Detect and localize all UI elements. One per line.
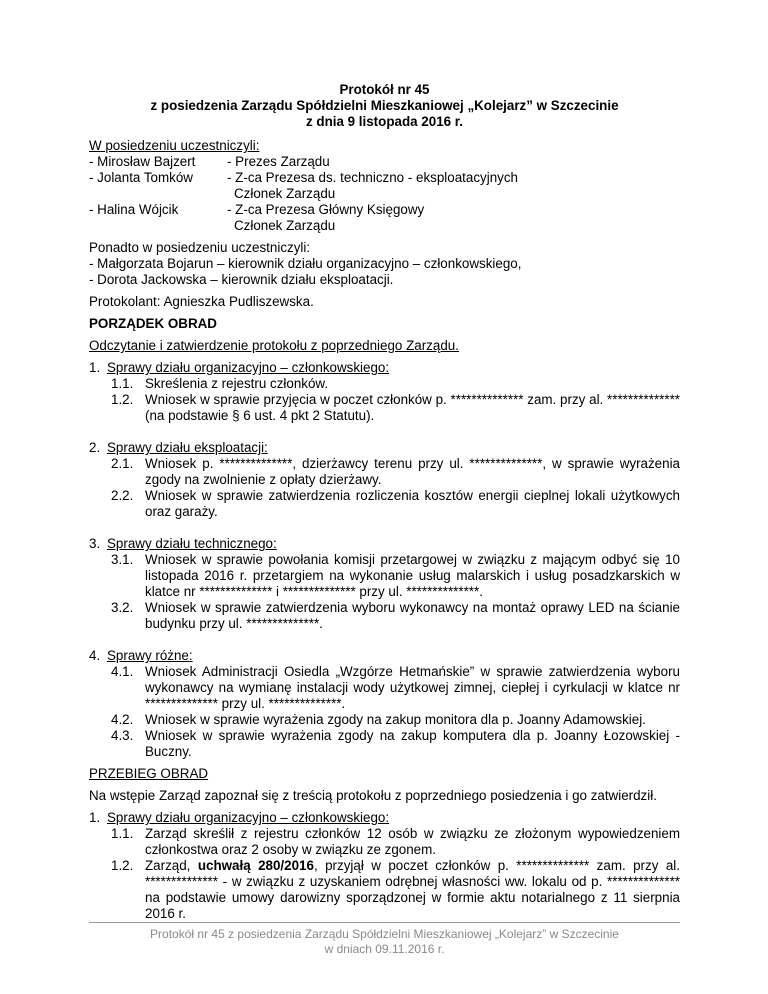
item-text: Wniosek p. **************, dzierżawcy terenu przy ul. **************, w sprawie wyrażenia zgody na zwolnienie z opłaty dzierżawy. (145, 456, 680, 487)
item-text: Wniosek w sprawie zatwierdzenia wyboru wykonawcy na montaż oprawy LED na ścianie budynku przy ul. **************. (145, 600, 680, 631)
item-number: 3.2. (111, 600, 134, 615)
agenda-item (89, 728, 680, 760)
item-number: 2.2. (111, 488, 134, 503)
attendee-name: - Mirosław Bajzert (89, 154, 196, 169)
agenda-item (89, 552, 680, 600)
item-text: Wniosek w sprawie wyrażenia zgody na zakup monitora dla p. Joanny Adamowskiej. (145, 712, 646, 727)
protocol-date: z dnia 9 listopada 2016 r. (305, 114, 464, 129)
section-title: Sprawy działu eksploatacji: (107, 440, 268, 455)
item-text: Wniosek w sprawie przyjęcia w poczet członków p. ************** zam. przy al. ************** (na podstawie § 6 ust. 4 pkt 2 Statutu). (145, 392, 680, 423)
agenda-item (89, 488, 680, 520)
page-footer (89, 922, 680, 957)
attendee-name: - Jolanta Tomków (89, 170, 193, 185)
document-page (89, 82, 680, 922)
section-number: 2. (89, 440, 101, 455)
other-attendees-heading: Ponadto w posiedzeniu uczestniczyli: (89, 240, 311, 255)
attendee-row (89, 170, 680, 202)
agenda-section (89, 360, 680, 424)
attendees-block (89, 138, 680, 234)
item-text-post: , przyjął w poczet członków p. ************** zam. przy al. ************** - w związku z uzyskaniem odrębnej własności ww. lokalu od p. ************** na podstawie umowy darowizny sporządzonej w formie aktu notarialnego z 11 sierpnia 2016 r. (145, 858, 680, 921)
item-number: 4.2. (111, 712, 134, 727)
protocol-title: Protokół nr 45 (339, 82, 430, 97)
section-number: 4. (89, 648, 101, 663)
agenda-section (89, 648, 680, 760)
protocol-subtitle: z posiedzenia Zarządu Spółdzielni Mieszkaniowej „Kolejarz” w Szczecinie (150, 98, 619, 113)
section-number: 3. (89, 536, 101, 551)
attendee-role-line: Członek Zarządu (234, 218, 336, 233)
item-text: Wniosek w sprawie wyrażenia zgody na zakup komputera dla p. Joanny Łozowskiej - Buczny. (145, 728, 680, 759)
item-number: 4.1. (111, 664, 134, 679)
section-title: Sprawy działu organizacyjno – członkowskiego: (107, 810, 390, 825)
przebieg-item (89, 826, 680, 858)
attendee-role-line: Członek Zarządu (234, 186, 336, 201)
agenda-item (89, 392, 680, 424)
item-text (145, 858, 680, 922)
attendees-heading: W posiedzeniu uczestniczyli: (89, 138, 260, 153)
przebieg-item (89, 858, 680, 922)
agenda-item (89, 376, 680, 392)
agenda-item (89, 456, 680, 488)
przebieg-section (89, 810, 680, 922)
other-attendee: - Dorota Jackowska – kierownik działu eksploatacji. (89, 272, 394, 287)
resolution-number: uchwałą 280/2016 (197, 858, 314, 873)
przebieg-intro: Na wstępie Zarząd zapoznał się z treścią protokołu z poprzedniego posiedzenia i go zatwierdził. (89, 788, 657, 803)
section-number: 1. (89, 810, 101, 825)
item-number: 2.1. (111, 456, 134, 471)
other-attendee: - Małgorzata Bojarun – kierownik działu organizacyjno – członkowskiego, (89, 256, 522, 271)
attendee-row (89, 154, 680, 170)
footer-line: w dniach 09.11.2016 r. (324, 942, 445, 956)
agenda-item (89, 600, 680, 632)
protokolant: Protokolant: Agnieszka Pudliszewska. (89, 294, 314, 309)
attendee-row (89, 202, 680, 234)
agenda-item (89, 664, 680, 712)
footer-line: Protokół nr 45 z posiedzenia Zarządu Spółdzielni Mieszkaniowej „Kolejarz” w Szczecinie (150, 927, 619, 941)
attendee-role (227, 170, 680, 202)
item-number: 1.2. (111, 392, 134, 407)
przebieg-heading: PRZEBIEG OBRAD (89, 766, 209, 781)
item-number: 1.1. (111, 826, 134, 841)
attendee-role (227, 202, 680, 234)
agenda-item (89, 712, 680, 728)
item-text: Skreślenia z rejestru członków. (145, 376, 329, 391)
agenda-heading: PORZĄDEK OBRAD (89, 316, 217, 331)
attendee-name: - Halina Wójcik (89, 202, 179, 217)
item-text: Wniosek w sprawie zatwierdzenia rozliczenia kosztów energii cieplnej lokali użytkowych oraz garaży. (145, 488, 680, 519)
other-attendees-block (89, 240, 680, 288)
attendee-role-line: - Prezes Zarządu (227, 154, 330, 169)
item-text: Zarząd skreślił z rejestru członków 12 osób w związku ze złożonym wypowiedzeniem członkostwa oraz 2 osoby w związku ze zgonem. (145, 826, 680, 857)
item-number: 3.1. (111, 552, 134, 567)
agenda-intro: Odczytanie i zatwierdzenie protokołu z poprzedniego Zarządu. (89, 338, 459, 353)
section-title: Sprawy działu organizacyjno – członkowskiego: (107, 360, 390, 375)
section-number: 1. (89, 360, 101, 375)
document-header (89, 82, 680, 130)
attendee-role-line: - Z-ca Prezesa Główny Księgowy (227, 202, 425, 217)
item-text: Wniosek Administracji Osiedla „Wzgórze Hetmańskie” w sprawie zatwierdzenia wyboru wykonawcy na wymianę instalacji wody użytkowej zimnej, ciepłej i cyrkulacji w klatce nr ************** przy ul. **************. (145, 664, 680, 711)
item-text: Wniosek w sprawie powołania komisji przetargowej w związku z mającym odbyć się 10 listopada 2016 r. przetargiem na wykonanie usług malarskich i usług posadzkarskich w klatce nr ************** i ************** przy ul. **************. (145, 552, 680, 599)
section-title: Sprawy działu technicznego: (107, 536, 277, 551)
item-text-pre: Zarząd, (145, 858, 198, 873)
agenda-section (89, 440, 680, 520)
item-number: 1.2. (111, 858, 134, 873)
attendee-role (227, 154, 680, 170)
attendee-role-line: - Z-ca Prezesa ds. techniczno - eksploatacyjnych (227, 170, 518, 185)
section-title: Sprawy różne: (107, 648, 193, 663)
item-number: 1.1. (111, 376, 134, 391)
item-number: 4.3. (111, 728, 134, 743)
agenda-section (89, 536, 680, 632)
